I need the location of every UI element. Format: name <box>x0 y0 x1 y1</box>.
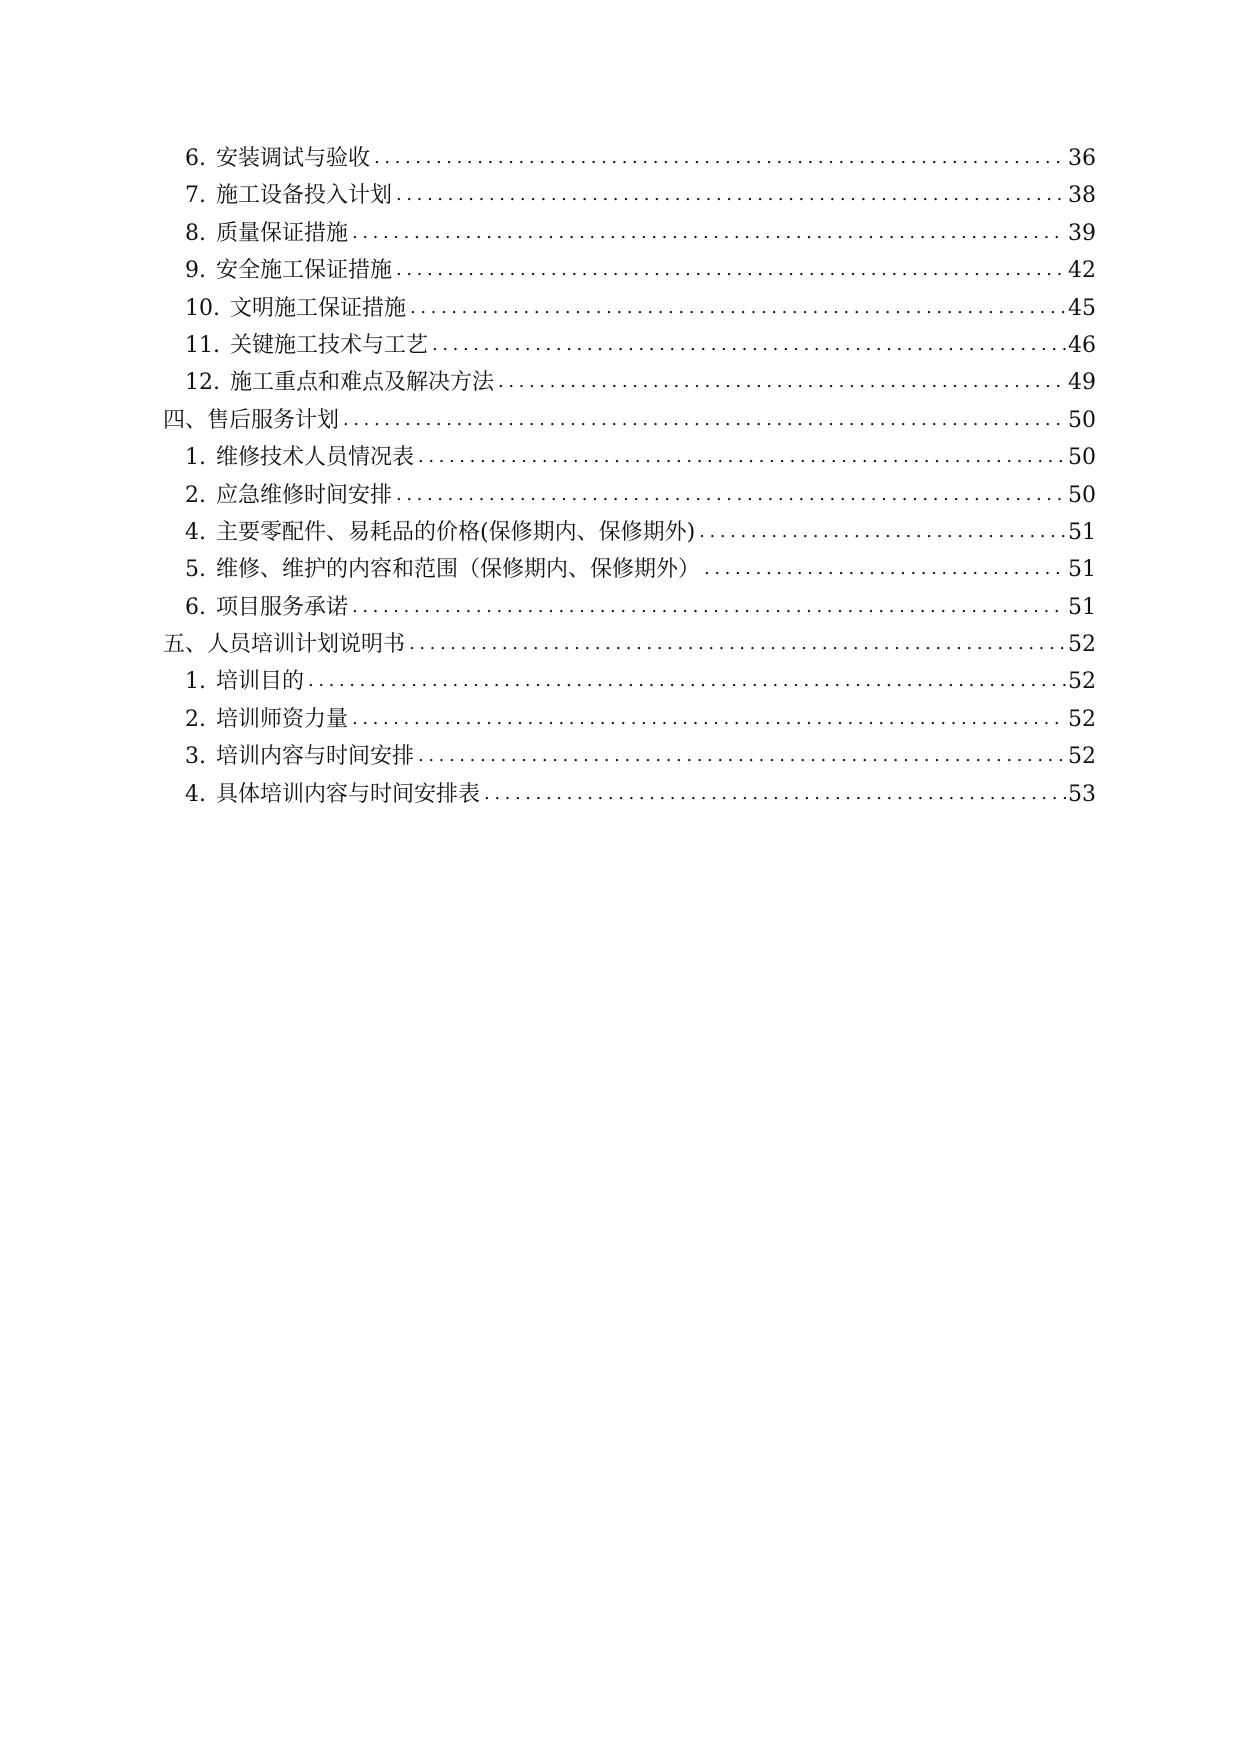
toc-entry-title: 安全施工保证措施 <box>216 258 393 284</box>
toc-dot-leader <box>484 780 1066 808</box>
toc-dot-leader <box>432 331 1066 359</box>
toc-entry-page: 50 <box>1068 445 1096 471</box>
toc-entry-number: 7. <box>185 183 206 209</box>
toc-entry-number: 4. <box>185 519 206 545</box>
toc-entry[interactable] <box>163 706 1096 743</box>
toc-entry-title: 培训目的 <box>216 669 305 695</box>
toc-entry-number: 5. <box>185 557 206 583</box>
toc-dot-leader <box>396 481 1066 509</box>
toc-dot-leader <box>699 518 1066 546</box>
toc-dot-leader <box>409 630 1066 658</box>
toc-entry-page: 50 <box>1068 482 1096 508</box>
toc-entry-title: 文明施工保证措施 <box>230 295 407 321</box>
toc-entry-page: 51 <box>1068 519 1096 545</box>
toc-entry-number: 4. <box>185 781 206 807</box>
toc-dot-leader <box>308 667 1066 695</box>
toc-entry-page: 50 <box>1068 407 1096 433</box>
toc-entry-title: 培训内容与时间安排 <box>216 744 415 770</box>
toc-entry[interactable] <box>163 145 1096 182</box>
toc-entry-page: 52 <box>1068 744 1096 770</box>
toc-entry-title: 安装调试与验收 <box>216 146 371 171</box>
toc-entry-number: 10. <box>185 295 220 321</box>
toc-entry-page: 42 <box>1068 258 1096 284</box>
toc-entry-page: 52 <box>1068 632 1096 658</box>
toc-entry-page: 49 <box>1068 370 1096 396</box>
toc-entry-number: 2. <box>185 482 206 508</box>
toc-entry[interactable] <box>163 369 1096 406</box>
toc-entry[interactable] <box>163 444 1096 481</box>
toc-entry[interactable] <box>163 781 1096 818</box>
toc-entry-title: 质量保证措施 <box>216 220 349 246</box>
toc-dot-leader <box>418 742 1066 770</box>
toc-entry-page: 51 <box>1068 594 1096 620</box>
toc-entry-title: 四、售后服务计划 <box>163 407 340 433</box>
toc-section-heading[interactable] <box>163 631 1096 668</box>
toc-entry-number: 3. <box>185 744 206 770</box>
toc-dot-leader <box>352 219 1066 247</box>
toc-dot-leader <box>704 555 1066 583</box>
toc-dot-leader <box>352 593 1066 621</box>
toc-entry-title: 应急维修时间安排 <box>216 482 393 508</box>
toc-entry-number: 8. <box>185 220 206 246</box>
toc-entry-number: 2. <box>185 706 206 732</box>
toc-entry-title: 项目服务承诺 <box>216 594 349 620</box>
toc-entry-title: 施工设备投入计划 <box>216 183 393 209</box>
toc-entry-title: 主要零配件、易耗品的价格(保修期内、保修期外) <box>216 519 696 545</box>
toc-entry-number: 9. <box>185 258 206 284</box>
toc-entry-title: 五、人员培训计划说明书 <box>163 632 406 658</box>
toc-entry-page: 46 <box>1068 332 1096 358</box>
toc-entry-title: 关键施工技术与工艺 <box>230 332 429 358</box>
toc-entry[interactable] <box>163 220 1096 257</box>
toc-dot-leader <box>343 406 1066 434</box>
toc-entry-number: 11. <box>185 332 220 358</box>
toc-entry-page: 51 <box>1068 557 1096 583</box>
toc-entry-number: 1. <box>185 669 206 695</box>
toc-entry[interactable] <box>163 668 1096 705</box>
toc-dot-leader <box>374 144 1066 172</box>
toc-entry[interactable] <box>163 332 1096 369</box>
toc-entry[interactable] <box>163 556 1096 593</box>
toc-entry-page: 38 <box>1068 183 1096 209</box>
toc-dot-leader <box>410 294 1066 322</box>
toc-entry[interactable] <box>163 482 1096 519</box>
toc-dot-leader <box>498 368 1066 396</box>
toc-entry[interactable] <box>163 257 1096 294</box>
toc-entry-page: 52 <box>1068 669 1096 695</box>
toc-entry[interactable] <box>163 743 1096 780</box>
toc-entry[interactable] <box>163 182 1096 219</box>
toc-entry-number: 6. <box>185 146 206 171</box>
toc-entry-title: 维修、维护的内容和范围（保修期内、保修期外） <box>216 557 701 583</box>
toc-entry-page: 52 <box>1068 706 1096 732</box>
table-of-contents <box>163 145 1096 818</box>
toc-entry[interactable] <box>163 519 1096 556</box>
toc-entry-number: 1. <box>185 445 206 471</box>
toc-entry-title: 培训师资力量 <box>216 706 349 732</box>
toc-entry-page: 36 <box>1068 146 1096 171</box>
toc-entry-number: 12. <box>185 370 220 396</box>
toc-dot-leader <box>418 443 1066 471</box>
toc-entry-number: 6. <box>185 594 206 620</box>
toc-entry-page: 39 <box>1068 220 1096 246</box>
toc-entry-title: 维修技术人员情况表 <box>216 445 415 471</box>
toc-dot-leader <box>396 181 1066 209</box>
toc-entry[interactable] <box>163 295 1096 332</box>
toc-entry-title: 具体培训内容与时间安排表 <box>216 781 481 807</box>
toc-section-heading[interactable] <box>163 407 1096 444</box>
toc-entry-page: 45 <box>1068 295 1096 321</box>
toc-entry[interactable] <box>163 594 1096 631</box>
toc-entry-title: 施工重点和难点及解决方法 <box>230 370 495 396</box>
toc-dot-leader <box>352 705 1066 733</box>
toc-dot-leader <box>396 256 1066 284</box>
toc-entry-page: 53 <box>1068 781 1096 807</box>
